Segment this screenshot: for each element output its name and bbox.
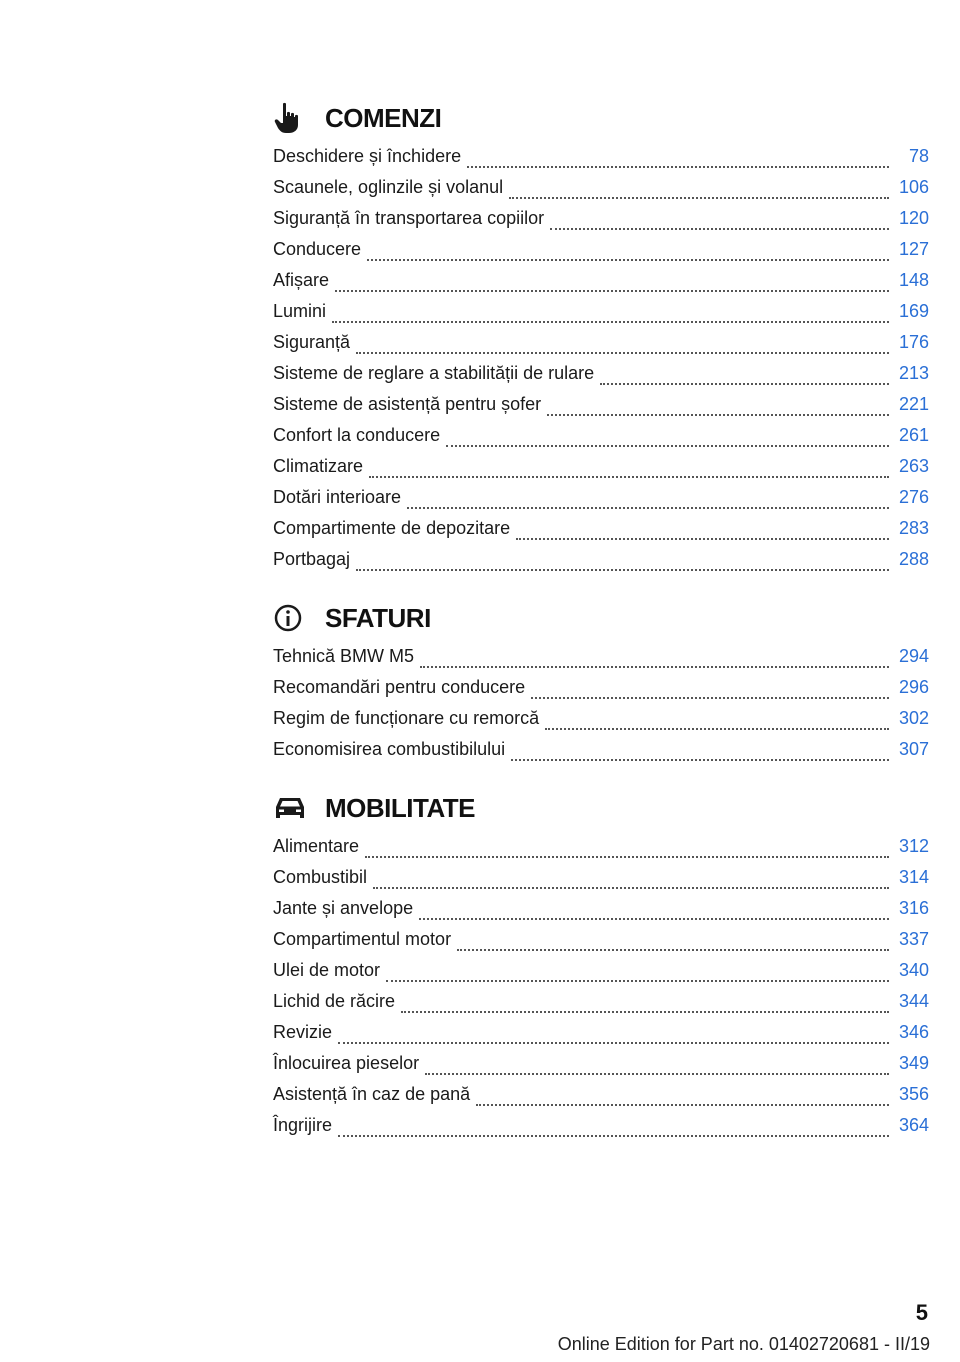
toc-entry-label: Regim de funcționare cu remorcă (273, 708, 540, 728)
dot-leader (335, 289, 889, 292)
toc-entry[interactable] (273, 1115, 929, 1146)
toc-entry-label: Îngrijire (273, 1115, 333, 1135)
toc-entry-label: Înlocuirea pieselor (273, 1053, 420, 1073)
toc-list (273, 646, 929, 770)
toc-list (273, 146, 929, 580)
toc-page-link[interactable]: 307 (898, 739, 929, 759)
section-mobilitate (273, 788, 929, 1146)
hand-pointer-icon (273, 98, 313, 138)
toc-entry-label: Combustibil (273, 867, 368, 887)
toc-entry[interactable] (273, 960, 929, 991)
info-circle-icon (273, 598, 313, 638)
toc-entry[interactable] (273, 270, 929, 301)
toc-entry-label: Siguranță (273, 332, 351, 352)
toc-page-link[interactable]: 261 (898, 425, 929, 445)
toc-entry-label: Sisteme de reglare a stabilității de rulare (273, 363, 595, 383)
toc-entry-label: Alimentare (273, 836, 360, 856)
footer-edition-text: Online Edition for Part no. 01402720681 - II/19 (557, 1334, 930, 1354)
toc-page-link[interactable]: 294 (898, 646, 929, 666)
toc-entry[interactable] (273, 208, 929, 239)
toc-entry[interactable] (273, 549, 929, 580)
dot-leader (476, 1103, 889, 1106)
toc-entry-label: Sisteme de asistență pentru șofer (273, 394, 542, 414)
toc-page-link[interactable]: 312 (898, 836, 929, 856)
dot-leader (332, 320, 889, 323)
toc-entry-label: Lichid de răcire (273, 991, 396, 1011)
toc-entry-label: Afișare (273, 270, 330, 290)
toc-page-link[interactable]: 127 (898, 239, 929, 259)
toc-entry[interactable] (273, 177, 929, 208)
toc-entry-label: Recomandări pentru conducere (273, 677, 526, 697)
toc-entry[interactable] (273, 898, 929, 929)
dot-leader (401, 1010, 889, 1013)
dot-leader (545, 727, 889, 730)
dot-leader (531, 696, 889, 699)
dot-leader (373, 886, 889, 889)
page-number: 5 (915, 1300, 928, 1325)
car-front-icon (273, 788, 313, 828)
toc-page-link[interactable]: 176 (898, 332, 929, 352)
dot-leader (407, 506, 889, 509)
toc-page-link[interactable]: 349 (898, 1053, 929, 1073)
toc-entry[interactable] (273, 677, 929, 708)
toc-entry-label: Scaunele, oglinzile și volanul (273, 177, 504, 197)
toc-page-link[interactable]: 340 (898, 960, 929, 980)
toc-entry[interactable] (273, 991, 929, 1022)
dot-leader (356, 568, 889, 571)
toc-entry[interactable] (273, 1053, 929, 1084)
toc-page-link[interactable]: 314 (898, 867, 929, 887)
dot-leader (369, 475, 889, 478)
toc-entry[interactable] (273, 739, 929, 770)
dot-leader (338, 1041, 889, 1044)
dot-leader (386, 979, 889, 982)
toc-entry[interactable] (273, 929, 929, 960)
toc-entry[interactable] (273, 487, 929, 518)
dot-leader (365, 855, 889, 858)
toc-page-link[interactable]: 213 (898, 363, 929, 383)
toc-entry[interactable] (273, 518, 929, 549)
toc-page-link[interactable]: 316 (898, 898, 929, 918)
toc-page-link[interactable]: 106 (898, 177, 929, 197)
toc-entry-label: Siguranță în transportarea copiilor (273, 208, 545, 228)
toc-page-link[interactable]: 221 (898, 394, 929, 414)
dot-leader (457, 948, 889, 951)
dot-leader (511, 758, 889, 761)
dot-leader (600, 382, 889, 385)
toc-entry[interactable] (273, 425, 929, 456)
toc-page-link[interactable]: 276 (898, 487, 929, 507)
toc-entry-label: Conducere (273, 239, 362, 259)
toc-page-link[interactable]: 337 (898, 929, 929, 949)
toc-page-link[interactable]: 148 (898, 270, 929, 290)
toc-entry-label: Confort la conducere (273, 425, 441, 445)
toc-page-link[interactable]: 346 (898, 1022, 929, 1042)
toc-entry[interactable] (273, 456, 929, 487)
dot-leader (338, 1134, 889, 1137)
toc-entry-label: Tehnică BMW M5 (273, 646, 415, 666)
toc-page-link[interactable]: 120 (898, 208, 929, 228)
toc-entry[interactable] (273, 708, 929, 739)
toc-page-link[interactable]: 296 (898, 677, 929, 697)
section-sfaturi (273, 598, 929, 770)
toc-page-link[interactable]: 364 (898, 1115, 929, 1135)
dot-leader (547, 413, 889, 416)
toc-entry[interactable] (273, 836, 929, 867)
toc-entry[interactable] (273, 394, 929, 425)
toc-entry-label: Ulei de motor (273, 960, 381, 980)
toc-entry-label: Economisirea combustibilului (273, 739, 506, 759)
toc-entry-label: Climatizare (273, 456, 364, 476)
section-comenzi (273, 98, 929, 580)
dot-leader (420, 665, 889, 668)
toc-list (273, 836, 929, 1146)
section-title: MOBILITATE (325, 792, 476, 823)
toc-entry[interactable] (273, 363, 929, 394)
toc-page-link[interactable]: 78 (908, 146, 929, 166)
toc-entry-label: Asistență în caz de pană (273, 1084, 471, 1104)
toc-entry[interactable] (273, 239, 929, 270)
toc-entry[interactable] (273, 146, 929, 177)
section-header (273, 598, 929, 638)
toc-page-link[interactable]: 344 (898, 991, 929, 1011)
toc-entry-label: Compartimentul motor (273, 929, 452, 949)
dot-leader (516, 537, 889, 540)
dot-leader (419, 917, 889, 920)
section-header (273, 98, 929, 138)
dot-leader (467, 165, 889, 168)
toc-page-link[interactable]: 169 (898, 301, 929, 321)
dot-leader (509, 196, 889, 199)
toc-entry-label: Dotări interioare (273, 487, 402, 507)
section-title: SFATURI (325, 602, 431, 633)
toc-entry-label: Portbagaj (273, 549, 351, 569)
toc-page-link[interactable]: 288 (898, 549, 929, 569)
toc-entry[interactable] (273, 332, 929, 363)
toc-entry[interactable] (273, 646, 929, 677)
toc-entry-label: Revizie (273, 1022, 333, 1042)
section-header (273, 788, 929, 828)
section-title: COMENZI (325, 102, 442, 133)
dot-leader (446, 444, 889, 447)
toc-page-link[interactable]: 356 (898, 1084, 929, 1104)
dot-leader (550, 227, 889, 230)
toc-entry[interactable] (273, 867, 929, 898)
dot-leader (425, 1072, 889, 1075)
dot-leader (367, 258, 889, 261)
toc-page-link[interactable]: 302 (898, 708, 929, 728)
toc-entry-label: Deschidere și închidere (273, 146, 462, 166)
toc-entry[interactable] (273, 301, 929, 332)
toc-page-link[interactable]: 283 (898, 518, 929, 538)
toc-page-link[interactable]: 263 (898, 456, 929, 476)
toc-entry[interactable] (273, 1084, 929, 1115)
toc-entry[interactable] (273, 1022, 929, 1053)
toc-entry-label: Lumini (273, 301, 327, 321)
dot-leader (356, 351, 889, 354)
toc-entry-label: Compartimente de depozitare (273, 518, 511, 538)
toc-entry-label: Jante și anvelope (273, 898, 414, 918)
